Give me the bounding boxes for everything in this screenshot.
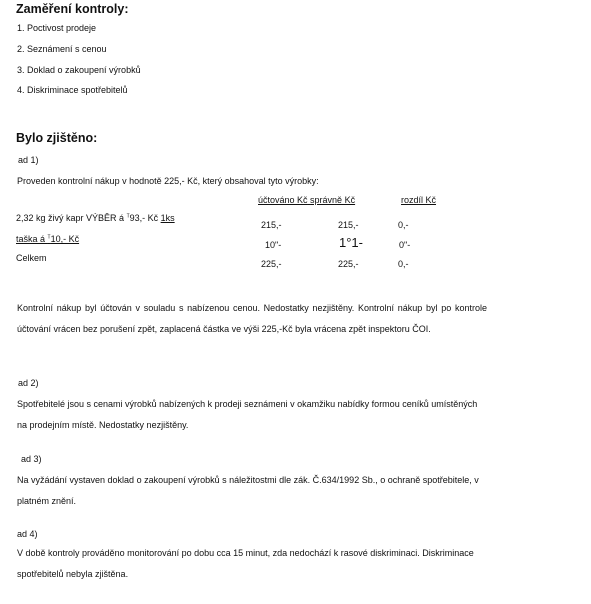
ad3-paragraph: Na vyžádání vystaven doklad o zakoupení výrobků s náležitostmi dle zák. Č.634/1992 Sb., o ochraně spotřebitele, v platném znění. bbox=[17, 475, 479, 506]
ad4-label: ad 4) bbox=[17, 529, 38, 539]
row2-item: taška á $^ᵀ$10,- Kč bbox=[16, 234, 80, 244]
row3-charged: 225,- bbox=[261, 259, 282, 269]
focus-item-1: 1. Poctivost prodeje bbox=[17, 23, 97, 33]
row2-diff: 0"- bbox=[399, 240, 411, 250]
col-header-charged: účtováno Kč správně Kč bbox=[258, 195, 356, 205]
row1-item: 2,32 kg živý kapr VÝBĚR á $^ᵀ$93,- Kč 1ks bbox=[16, 213, 175, 223]
ad3-label: ad 3) bbox=[21, 454, 42, 464]
ad4-paragraph: V době kontroly prováděno monitorování po dobu cca 15 minut, zda nedochází k rasové diskriminaci. Diskriminace spotřebitelů nebyla zjištěna. bbox=[17, 548, 474, 579]
row3-diff: 0,- bbox=[398, 259, 409, 269]
row3-item-total: Celkem bbox=[16, 253, 47, 263]
focus-item-2: 2. Seznámení s cenou bbox=[17, 44, 107, 54]
focus-heading: Zaměření kontroly: bbox=[16, 2, 129, 16]
ad2-paragraph: Spotřebitelé jsou s cenami výrobků nabízených k prodeji seznámeni v okamžiku nabídky formou ceníků umístěných na prodejním místě. Nedostatky nezjištěny. bbox=[17, 399, 478, 430]
ad1-label: ad 1) bbox=[18, 155, 39, 165]
ad1-paragraph: Kontrolní nákup byl účtován v souladu s nabízenou cenou. Nedostatky nezjištěny. Kontrolní nákup byl po kontrole účtování vrácen bez porušení zpět, zaplacená částka ve výši 225,-Kč byla vrácena zpět inspektoru ČOI. bbox=[17, 303, 487, 334]
focus-item-3: 3. Doklad o zakoupení výrobků bbox=[17, 65, 141, 75]
row2-correct: 1°1- bbox=[339, 235, 363, 250]
row1-diff: 0,- bbox=[398, 220, 409, 230]
focus-item-4: 4. Diskriminace spotřebitelů bbox=[17, 85, 128, 95]
row2-charged: 10"- bbox=[265, 240, 282, 250]
row1-correct: 215,- bbox=[338, 220, 359, 230]
row1-charged: 215,- bbox=[261, 220, 282, 230]
ad1-intro: Proveden kontrolní nákup v hodnotě 225,- Kč, který obsahoval tyto výrobky: bbox=[17, 176, 319, 186]
ad2-label: ad 2) bbox=[18, 378, 39, 388]
row3-correct: 225,- bbox=[338, 259, 359, 269]
findings-heading: Bylo zjištěno: bbox=[16, 131, 98, 145]
col-header-diff: rozdíl Kč bbox=[401, 195, 437, 205]
